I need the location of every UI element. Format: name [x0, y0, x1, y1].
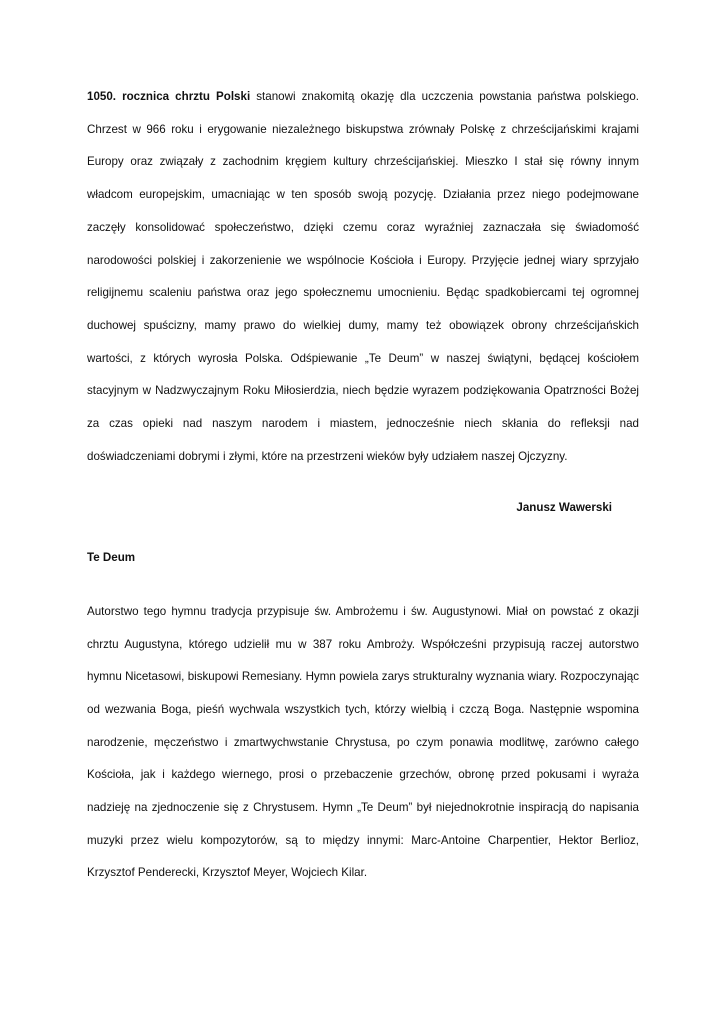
author-signature: Janusz Wawerski — [516, 501, 612, 515]
section-title: Te Deum — [87, 551, 136, 565]
intro-paragraph — [87, 81, 639, 473]
document-content — [87, 81, 639, 890]
intro-bold-lead: 1050. rocznica chrztu Polski — [87, 90, 251, 103]
intro-text: stanowi znakomitą okazję dla uczczenia powstania państwa polskiego. Chrzest w 966 roku i erygowanie niezależnego biskupstwa zrównały Polskę z chrześcijańskimi krajami Europy oraz związały z zachodnim kręgiem kultury chrześcijańskiej. Mieszko I stał się równy innym władcom europejskim, umacniając w ten sposób swoją pozycję. Działania przez niego podejmowane zaczęły konsolidować społeczeństwo, dzięki czemu coraz wyraźniej zaznaczała się świadomość narodowości polskiej i zakorzenienie we wspólnocie Kościoła i Europy. Przyjęcie jednej wiary sprzyjało religijnemu scaleniu państwa oraz jego społecznemu umocnieniu. Będąc spadkobiercami tej ogromnej duchowej spuścizny, mamy prawo do wielkiej dumy, mamy też obowiązek obrony chrześcijańskich wartości, z których wyrosła Polska. Odśpiewanie „Te Deum” w naszej świątyni, będącej kościołem stacyjnym w Nadzwyczajnym Roku Miłosierdzia, niech będzie wyrazem podziękowania Opatrzności Bożej za czas opieki nad naszym narodem i miastem, jednocześnie niech skłania do refleksji nad doświadczeniami dobrymi i złymi, które na przestrzeni wieków były udziałem naszej Ojczyzny. — [87, 90, 639, 463]
section-body-paragraph: Autorstwo tego hymnu tradycja przypisuje św. Ambrożemu i św. Augustynowi. Miał on powstać z okazji chrztu Augustyna, którego udzielił mu w 387 roku Ambroży. Współcześni przypisują raczej autorstwo hymnu Nicetasowi, biskupowi Remesiany. Hymn powiela zarys strukturalny wyznania wiary. Rozpoczynając od wezwania Boga, pieśń wychwala wszystkich tych, którzy wielbią i czczą Boga. Następnie wspomina narodzenie, męczeństwo i zmartwychwstanie Chrystusa, po czym ponawia modlitwę, zarówno całego Kościoła, jak i każdego wiernego, prosi o przebaczenie grzechów, obronę przed pokusami i wyraża nadzieję na zjednoczenie się z Chrystusem. Hymn „Te Deum” był niejednokrotnie inspiracją do napisania muzyki przez wielu kompozytorów, są to między innymi: Marc-Antoine Charpentier, Hektor Berlioz, Krzysztof Penderecki, Krzysztof Meyer, Wojciech Kilar. — [87, 604, 639, 880]
